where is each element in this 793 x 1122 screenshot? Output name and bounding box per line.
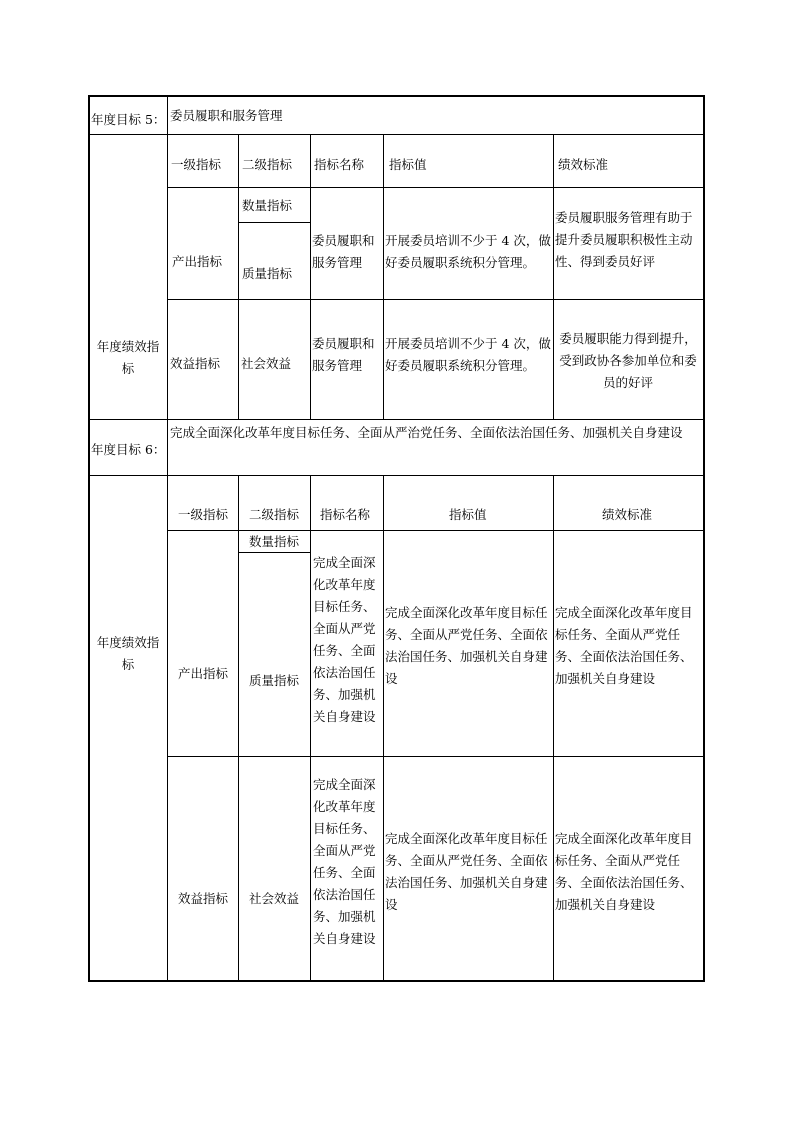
- goal5-benefit-name: 委员履职和服务管理: [312, 336, 375, 373]
- goal6-header-level1: 一级指标: [178, 507, 229, 522]
- goal6-benefit-level2: 社会效益: [249, 891, 300, 906]
- goal5-output-quantity: 数量指标: [242, 198, 293, 213]
- goal5-header-level1: 一级指标: [171, 157, 222, 172]
- goal6-benefit-value: 完成全面深化改革年度目标任务、全面从严党任务、全面依法治国任务、加强机关自身建设: [385, 831, 548, 912]
- goal6-content: 完成全面深化改革年度目标任务、全面从严治党任务、全面依法治国任务、加强机关自身建设: [170, 425, 683, 440]
- goal6-output-standard: 完成全面深化改革年度目标任务、全面从严党任务、全面依法治国任务、加强机关自身建设: [555, 605, 693, 686]
- goal5-content: 委员履职和服务管理: [170, 108, 283, 123]
- goal5-benefit-level1: 效益指标: [170, 356, 221, 371]
- goal5-header-level2: 二级指标: [242, 157, 293, 172]
- goal5-output-name: 委员履职和服务管理: [312, 233, 375, 270]
- goal5-benefit-value: 开展委员培训不少于 4 次，做好委员履职系统积分管理。: [385, 336, 551, 373]
- goal6-output-value: 完成全面深化改革年度目标任务、全面从严党任务、全面依法治国任务、加强机关自身建设: [385, 605, 548, 686]
- goal6-benefit-name: 完成全面深化改革年度目标任务、全面从严党任务、全面依法治国任务、加强机关自身建设: [313, 777, 376, 946]
- goal6-header-value: 指标值: [449, 507, 487, 522]
- goal6-output-level1: 产出指标: [178, 666, 229, 681]
- goal6-output-quality: 质量指标: [249, 673, 300, 688]
- goal5-output-standard: 委员履职服务管理有助于提升委员履职积极性主动性、得到委员好评: [555, 210, 693, 269]
- goal6-output-name: 完成全面深化改革年度目标任务、全面从严党任务、全面依法治国任务、加强机关自身建设: [313, 555, 376, 724]
- goal5-header-standard: 绩效标准: [558, 157, 609, 172]
- goal6-output-quantity: 数量指标: [249, 534, 300, 549]
- goal6-header-name: 指标名称: [320, 507, 371, 522]
- goal6-label: 年度目标 6：: [91, 442, 166, 457]
- goal5-indicator-label: 年度绩效指标: [96, 339, 160, 376]
- goal6-benefit-standard: 完成全面深化改革年度目标任务、全面从严党任务、全面依法治国任务、加强机关自身建设: [555, 831, 693, 912]
- goal5-output-level1: 产出指标: [172, 254, 223, 269]
- goal5-output-value: 开展委员培训不少于 4 次，做好委员履职系统积分管理。: [385, 233, 551, 270]
- goal5-benefit-standard: 委员履职能力得到提升，受到政协各参加单位和委员的好评: [559, 331, 697, 390]
- goal5-benefit-level2: 社会效益: [241, 356, 292, 371]
- goal5-label: 年度目标 5：: [91, 112, 166, 127]
- goal6-indicator-label: 年度绩效指标: [96, 635, 160, 672]
- goal6-header-standard: 绩效标准: [602, 507, 653, 522]
- goal5-header-value: 指标值: [389, 157, 427, 172]
- goal5-header-name: 指标名称: [314, 157, 365, 172]
- goal6-header-level2: 二级指标: [249, 507, 300, 522]
- goal6-benefit-level1: 效益指标: [178, 891, 229, 906]
- goal5-output-quality: 质量指标: [242, 266, 293, 281]
